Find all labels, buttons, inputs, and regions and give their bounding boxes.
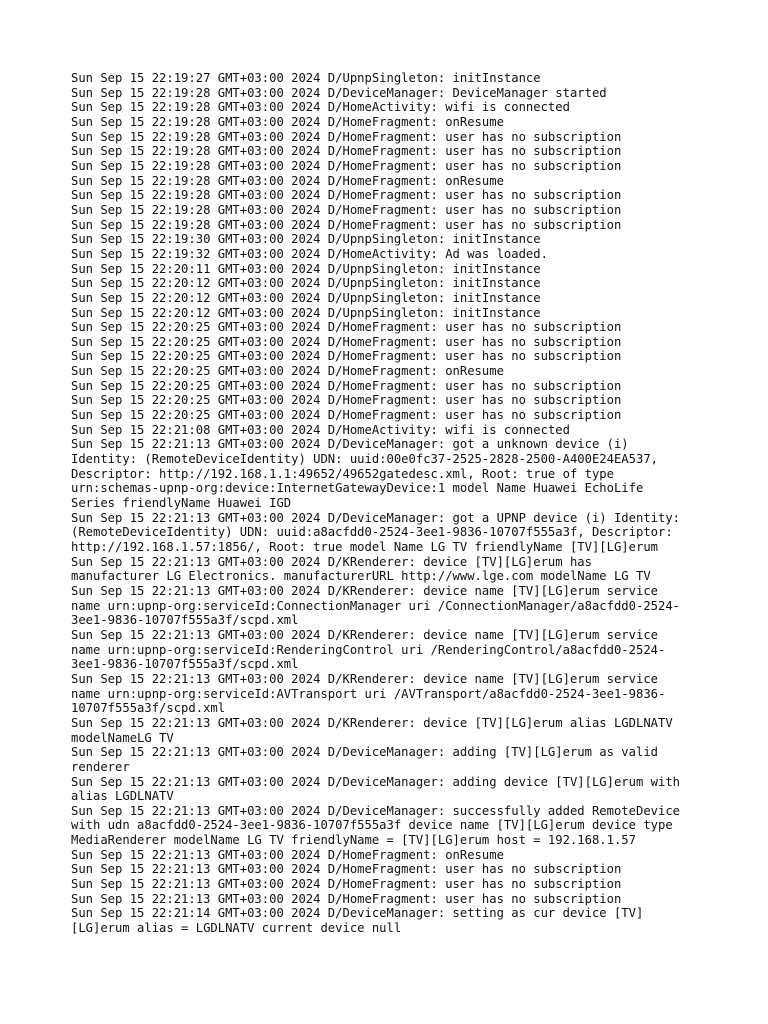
- log-line: Sun Sep 15 22:19:28 GMT+03:00 2024 D/HomeFragment: user has no subscription: [71, 158, 622, 173]
- log-line: Sun Sep 15 22:21:13 GMT+03:00 2024 D/KRenderer: device name [TV][LG]erum service: [71, 627, 658, 642]
- log-line: Sun Sep 15 22:21:13 GMT+03:00 2024 D/KRenderer: device [TV][LG]erum alias LGDLNATV: [71, 715, 673, 730]
- log-line: Series friendlyName Huawei IGD: [71, 496, 292, 511]
- log-line: Sun Sep 15 22:21:08 GMT+03:00 2024 D/HomeActivity: wifi is connected: [71, 422, 570, 437]
- log-line: Sun Sep 15 22:20:11 GMT+03:00 2024 D/UpnpSingleton: initInstance: [71, 261, 541, 276]
- log-line: Sun Sep 15 22:20:12 GMT+03:00 2024 D/UpnpSingleton: initInstance: [71, 276, 541, 291]
- log-line: Sun Sep 15 22:21:13 GMT+03:00 2024 D/DeviceManager: got a unknown device (i): [71, 437, 629, 452]
- log-line: Sun Sep 15 22:21:13 GMT+03:00 2024 D/DeviceManager: adding device [TV][LG]erum with: [71, 774, 681, 789]
- log-line: Sun Sep 15 22:21:13 GMT+03:00 2024 D/KRenderer: device name [TV][LG]erum service: [71, 583, 658, 598]
- log-line: Sun Sep 15 22:19:28 GMT+03:00 2024 D/HomeFragment: onResume: [71, 173, 504, 188]
- log-line: Sun Sep 15 22:20:25 GMT+03:00 2024 D/HomeFragment: user has no subscription: [71, 349, 622, 364]
- log-line: Sun Sep 15 22:19:28 GMT+03:00 2024 D/HomeFragment: user has no subscription: [71, 217, 622, 232]
- log-line: name urn:upnp-org:serviceId:RenderingControl uri /RenderingControl/a8acfdd0-2524-: [71, 642, 666, 657]
- log-line: Sun Sep 15 22:20:25 GMT+03:00 2024 D/HomeFragment: user has no subscription: [71, 334, 622, 349]
- log-line: Sun Sep 15 22:20:25 GMT+03:00 2024 D/HomeFragment: onResume: [71, 364, 504, 379]
- log-line: Sun Sep 15 22:20:25 GMT+03:00 2024 D/HomeFragment: user has no subscription: [71, 378, 622, 393]
- log-line: MediaRenderer modelName LG TV friendlyName = [TV][LG]erum host = 192.168.1.57: [71, 833, 636, 848]
- log-line: Sun Sep 15 22:21:13 GMT+03:00 2024 D/KRenderer: device name [TV][LG]erum service: [71, 671, 658, 686]
- log-line: Sun Sep 15 22:19:28 GMT+03:00 2024 D/DeviceManager: DeviceManager started: [71, 85, 607, 100]
- log-line: renderer: [71, 759, 130, 774]
- log-line: Sun Sep 15 22:21:13 GMT+03:00 2024 D/HomeFragment: user has no subscription: [71, 877, 622, 892]
- log-body: [71, 71, 711, 936]
- log-line: (RemoteDeviceIdentity) UDN: uuid:a8acfdd0-2524-3ee1-9836-10707f555a3f, Descriptor:: [71, 525, 673, 540]
- log-line: modelNameLG TV: [71, 730, 174, 745]
- log-line: Sun Sep 15 22:19:28 GMT+03:00 2024 D/HomeFragment: user has no subscription: [71, 144, 622, 159]
- log-line: Sun Sep 15 22:21:13 GMT+03:00 2024 D/DeviceManager: adding [TV][LG]erum as valid: [71, 745, 658, 760]
- log-line: Sun Sep 15 22:21:13 GMT+03:00 2024 D/KRenderer: device [TV][LG]erum has: [71, 554, 592, 569]
- log-line: urn:schemas-upnp-org:device:InternetGatewayDevice:1 model Name Huawei EchoLife: [71, 481, 644, 496]
- log-line: 10707f555a3f/scpd.xml: [71, 701, 226, 716]
- log-line: Sun Sep 15 22:19:28 GMT+03:00 2024 D/HomeActivity: wifi is connected: [71, 100, 570, 115]
- log-line: Sun Sep 15 22:21:13 GMT+03:00 2024 D/HomeFragment: user has no subscription: [71, 891, 622, 906]
- log-line: Identity: (RemoteDeviceIdentity) UDN: uuid:00e0fc37-2525-2828-2500-A400E24EA537,: [71, 452, 658, 467]
- log-line: http://192.168.1.57:1856/, Root: true model Name LG TV friendlyName [TV][LG]erum: [71, 540, 658, 554]
- log-line: Sun Sep 15 22:21:13 GMT+03:00 2024 D/DeviceManager: got a UPNP device (i) Identity:: [71, 510, 681, 525]
- log-line: Sun Sep 15 22:19:28 GMT+03:00 2024 D/HomeFragment: user has no subscription: [71, 202, 622, 217]
- log-line: alias LGDLNATV: [71, 789, 174, 804]
- log-line: 3ee1-9836-10707f555a3f/scpd.xml: [71, 657, 299, 672]
- log-line: manufacturer LG Electronics. manufacturerURL http://www.lge.com modelName LG TV: [71, 569, 651, 584]
- log-line: Sun Sep 15 22:20:25 GMT+03:00 2024 D/HomeFragment: user has no subscription: [71, 393, 622, 408]
- log-line: Sun Sep 15 22:19:27 GMT+03:00 2024 D/UpnpSingleton: initInstance: [71, 71, 541, 85]
- log-line: Sun Sep 15 22:19:32 GMT+03:00 2024 D/HomeActivity: Ad was loaded.: [71, 246, 548, 261]
- log-line: Sun Sep 15 22:21:14 GMT+03:00 2024 D/DeviceManager: setting as cur device [TV]: [71, 906, 644, 921]
- log-line: Sun Sep 15 22:20:12 GMT+03:00 2024 D/UpnpSingleton: initInstance: [71, 290, 541, 305]
- log-line: Descriptor: http://192.168.1.1:49652/49652gatedesc.xml, Root: true of type: [71, 466, 614, 481]
- log-line: name urn:upnp-org:serviceId:ConnectionManager uri /ConnectionManager/a8acfdd0-2524-: [71, 598, 681, 613]
- log-line: Sun Sep 15 22:21:13 GMT+03:00 2024 D/HomeFragment: onResume: [71, 847, 504, 862]
- log-line: with udn a8acfdd0-2524-3ee1-9836-10707f555a3f device name [TV][LG]erum device type: [71, 818, 673, 833]
- log-line: Sun Sep 15 22:19:28 GMT+03:00 2024 D/HomeFragment: user has no subscription: [71, 188, 622, 203]
- log-line: Sun Sep 15 22:20:25 GMT+03:00 2024 D/HomeFragment: user has no subscription: [71, 320, 622, 335]
- log-line: Sun Sep 15 22:21:13 GMT+03:00 2024 D/DeviceManager: successfully added RemoteDevice: [71, 803, 681, 818]
- log-line: Sun Sep 15 22:21:13 GMT+03:00 2024 D/HomeFragment: user has no subscription: [71, 862, 622, 877]
- log-line: Sun Sep 15 22:19:28 GMT+03:00 2024 D/HomeFragment: onResume: [71, 114, 504, 129]
- log-line: Sun Sep 15 22:20:12 GMT+03:00 2024 D/UpnpSingleton: initInstance: [71, 305, 541, 320]
- log-line: Sun Sep 15 22:19:30 GMT+03:00 2024 D/UpnpSingleton: initInstance: [71, 232, 541, 247]
- log-line: Sun Sep 15 22:20:25 GMT+03:00 2024 D/HomeFragment: user has no subscription: [71, 408, 622, 423]
- log-line: name urn:upnp-org:serviceId:AVTransport uri /AVTransport/a8acfdd0-2524-3ee1-9836-: [71, 686, 666, 701]
- log-line: Sun Sep 15 22:19:28 GMT+03:00 2024 D/HomeFragment: user has no subscription: [71, 129, 622, 144]
- log-line: 3ee1-9836-10707f555a3f/scpd.xml: [71, 613, 299, 628]
- log-document: [71, 71, 711, 936]
- log-line: [LG]erum alias = LGDLNATV current device null: [71, 921, 402, 936]
